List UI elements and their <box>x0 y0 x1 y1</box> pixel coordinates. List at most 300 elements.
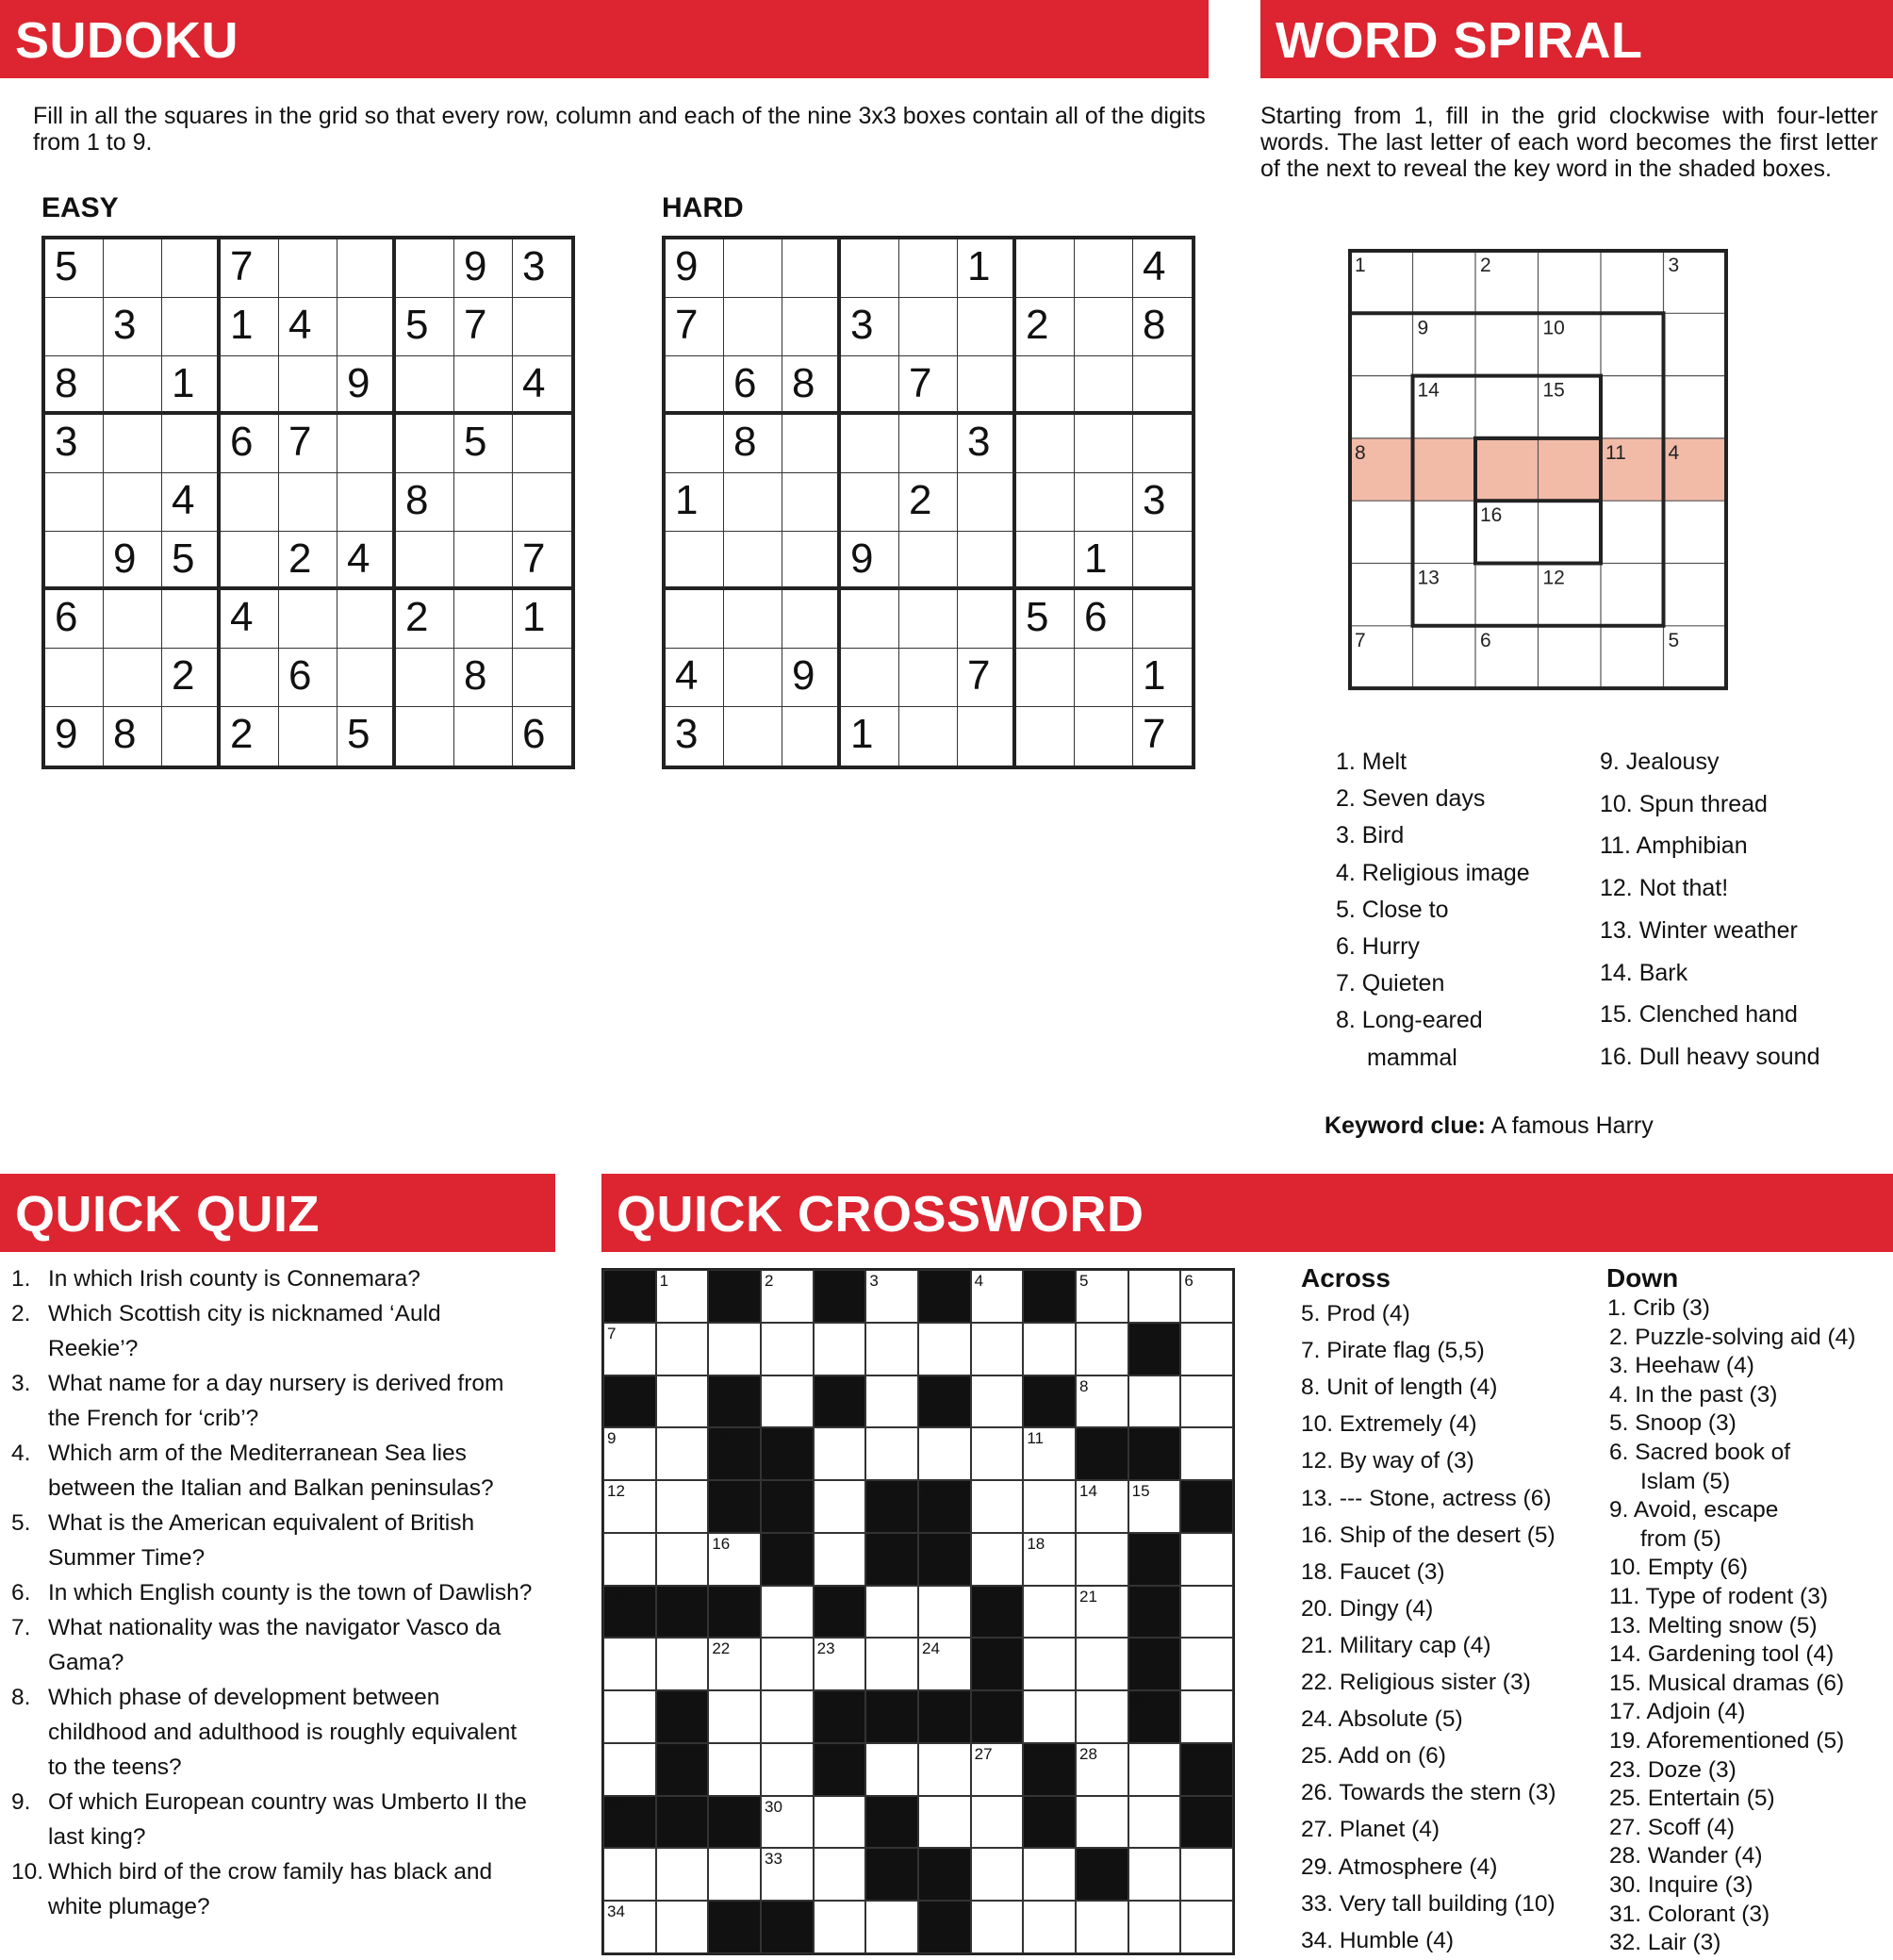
spiral-clue: 13. Winter weather <box>1600 916 1798 944</box>
sudoku-cell[interactable] <box>279 473 337 532</box>
sudoku-cell[interactable] <box>782 532 841 590</box>
sudoku-cell[interactable]: 9 <box>454 239 513 298</box>
sudoku-cell[interactable] <box>1075 239 1133 298</box>
sudoku-cell[interactable] <box>337 473 396 532</box>
crossword-square[interactable] <box>761 1743 814 1796</box>
crossword-black-square <box>1023 1796 1076 1849</box>
crossword-square[interactable] <box>603 1480 656 1533</box>
crossword-square[interactable] <box>656 1901 709 1953</box>
across-clue: 18. Faucet (3) <box>1301 1558 1445 1585</box>
crossword-square[interactable] <box>918 1638 971 1690</box>
crossword-square[interactable] <box>656 1533 709 1586</box>
sudoku-cell[interactable]: 3 <box>841 298 899 356</box>
sudoku-cell[interactable] <box>724 532 782 590</box>
across-clue: 10. Extremely (4) <box>1301 1411 1477 1438</box>
crossword-square[interactable] <box>708 1533 761 1586</box>
sudoku-cell[interactable] <box>396 356 454 415</box>
crossword-square[interactable] <box>918 1323 971 1375</box>
sudoku-cell[interactable] <box>1016 473 1075 532</box>
sudoku-cell[interactable] <box>104 239 162 298</box>
sudoku-cell[interactable] <box>337 239 396 298</box>
sudoku-cell[interactable] <box>958 298 1016 356</box>
sudoku-cell[interactable] <box>1016 707 1075 766</box>
sudoku-cell[interactable] <box>1016 532 1075 590</box>
crossword-black-square <box>1128 1427 1181 1480</box>
crossword-square[interactable] <box>865 1270 918 1323</box>
crossword-square[interactable] <box>761 1848 814 1901</box>
crossword-square[interactable] <box>603 1427 656 1480</box>
sudoku-cell[interactable]: 4 <box>513 356 571 415</box>
sudoku-cell[interactable]: 2 <box>162 649 221 707</box>
sudoku-cell[interactable] <box>337 415 396 473</box>
sudoku-cell[interactable]: 9 <box>337 356 396 415</box>
sudoku-cell[interactable]: 3 <box>666 707 724 766</box>
sudoku-cell[interactable] <box>104 356 162 415</box>
crossword-black-square <box>1128 1586 1181 1639</box>
sudoku-cell[interactable] <box>454 356 513 415</box>
crossword-square[interactable] <box>1023 1638 1076 1690</box>
crossword-square[interactable] <box>1076 1901 1128 1953</box>
sudoku-cell[interactable] <box>221 356 279 415</box>
sudoku-cell[interactable] <box>782 473 841 532</box>
crossword-square[interactable] <box>971 1796 1024 1849</box>
keyword-clue-text: A famous Harry <box>1490 1112 1654 1139</box>
sudoku-cell[interactable]: 9 <box>782 649 841 707</box>
sudoku-cell[interactable]: 6 <box>221 415 279 473</box>
spiral-number: 14 <box>1417 379 1440 402</box>
sudoku-cell[interactable]: 7 <box>1143 711 1166 757</box>
sudoku-cell[interactable] <box>513 298 571 356</box>
crossword-square[interactable] <box>1076 1323 1128 1375</box>
crossword-square[interactable] <box>761 1323 814 1375</box>
crossword-square[interactable] <box>971 1901 1024 1953</box>
sudoku-cell[interactable] <box>958 590 1016 649</box>
sudoku-cell[interactable] <box>337 649 396 707</box>
sudoku-cell[interactable] <box>1133 590 1192 649</box>
spiral-number: 9 <box>1417 317 1429 339</box>
crossword-square[interactable] <box>1128 1901 1181 1953</box>
crossword-square[interactable] <box>656 1427 709 1480</box>
crossword-square[interactable] <box>708 1690 761 1743</box>
sudoku-cell[interactable]: 7 <box>666 298 724 356</box>
crossword-black-square <box>814 1690 866 1743</box>
crossword-number: 24 <box>922 1639 940 1658</box>
crossword-square[interactable] <box>1180 1586 1233 1639</box>
spiral-number: 7 <box>1355 629 1366 651</box>
crossword-square[interactable] <box>603 1690 656 1743</box>
crossword-square[interactable] <box>1076 1796 1128 1849</box>
crossword-square[interactable] <box>1128 1270 1181 1323</box>
crossword-square[interactable] <box>1076 1270 1128 1323</box>
sudoku-cell[interactable]: 6 <box>45 590 104 649</box>
sudoku-cell[interactable] <box>396 532 454 590</box>
sudoku-cell[interactable] <box>396 649 454 707</box>
sudoku-cell[interactable]: 6 <box>522 711 546 757</box>
crossword-square[interactable] <box>865 1323 918 1375</box>
sudoku-cell[interactable] <box>1075 473 1133 532</box>
sudoku-cell[interactable]: 1 <box>958 239 1016 298</box>
sudoku-cell[interactable] <box>899 590 958 649</box>
crossword-square[interactable] <box>1076 1690 1128 1743</box>
crossword-square[interactable] <box>656 1323 709 1375</box>
down-clue: 15. Musical dramas (6) <box>1609 1670 1845 1696</box>
sudoku-cell[interactable]: 2 <box>396 590 454 649</box>
crossword-square[interactable] <box>918 1427 971 1480</box>
crossword-square[interactable] <box>865 1638 918 1690</box>
sudoku-cell[interactable] <box>162 415 221 473</box>
crossword-square[interactable] <box>814 1848 866 1901</box>
crossword-square[interactable] <box>708 1743 761 1796</box>
sudoku-cell[interactable]: 3 <box>513 239 571 298</box>
sudoku-cell[interactable] <box>396 415 454 473</box>
sudoku-cell[interactable] <box>1016 356 1075 415</box>
sudoku-cell[interactable] <box>1133 532 1192 590</box>
crossword-square[interactable] <box>708 1848 761 1901</box>
crossword-square[interactable] <box>971 1533 1024 1586</box>
quiz-question-text: What name for a day nursery is derived from <box>48 1371 504 1396</box>
crossword-square[interactable] <box>761 1375 814 1428</box>
crossword-square[interactable] <box>971 1480 1024 1533</box>
sudoku-cell[interactable] <box>337 298 396 356</box>
crossword-number: 25 <box>659 1692 678 1711</box>
sudoku-cell[interactable]: 2 <box>279 532 337 590</box>
sudoku-cell[interactable]: 8 <box>454 649 513 707</box>
sudoku-cell[interactable]: 2 <box>1016 298 1075 356</box>
sudoku-cell[interactable] <box>666 532 724 590</box>
sudoku-cell[interactable] <box>162 298 221 356</box>
crossword-square[interactable] <box>918 1796 971 1849</box>
sudoku-cell[interactable]: 7 <box>279 415 337 473</box>
crossword-square[interactable] <box>656 1270 709 1323</box>
crossword-square[interactable] <box>1023 1323 1076 1375</box>
sudoku-cell[interactable] <box>45 649 104 707</box>
sudoku-cell[interactable] <box>958 707 1016 766</box>
sudoku-cell[interactable]: 5 <box>454 415 513 473</box>
crossword-square[interactable] <box>971 1375 1024 1428</box>
sudoku-cell[interactable]: 9 <box>841 532 899 590</box>
sudoku-cell[interactable]: 4 <box>162 473 221 532</box>
crossword-square[interactable] <box>971 1427 1024 1480</box>
sudoku-cell[interactable]: 7 <box>899 356 958 415</box>
sudoku-cell[interactable] <box>724 649 782 707</box>
sudoku-cell[interactable] <box>666 415 724 473</box>
crossword-square[interactable] <box>971 1848 1024 1901</box>
sudoku-cell[interactable]: 4 <box>221 590 279 649</box>
crossword-square[interactable] <box>865 1586 918 1639</box>
crossword-square[interactable] <box>1180 1533 1233 1586</box>
crossword-number: 11 <box>1027 1429 1044 1448</box>
sudoku-cell[interactable] <box>958 532 1016 590</box>
sudoku-cell[interactable]: 3 <box>1133 473 1192 532</box>
sudoku-cell[interactable]: 5 <box>337 707 396 766</box>
sudoku-cell[interactable] <box>162 590 221 649</box>
crossword-square[interactable] <box>656 1848 709 1901</box>
sudoku-cell[interactable] <box>396 707 454 766</box>
sudoku-cell[interactable] <box>782 707 841 766</box>
crossword-square[interactable] <box>1180 1901 1233 1953</box>
crossword-square[interactable] <box>603 1901 656 1953</box>
crossword-black-square <box>918 1848 971 1901</box>
sudoku-cell[interactable] <box>162 707 221 766</box>
sudoku-cell[interactable]: 9 <box>45 707 104 766</box>
crossword-square[interactable] <box>603 1848 656 1901</box>
crossword-square[interactable] <box>971 1270 1024 1323</box>
sudoku-cell[interactable] <box>958 356 1016 415</box>
sudoku-cell[interactable] <box>279 590 337 649</box>
sudoku-cell[interactable] <box>958 473 1016 532</box>
sudoku-cell[interactable] <box>724 590 782 649</box>
sudoku-cell[interactable] <box>782 239 841 298</box>
crossword-square[interactable] <box>814 1427 866 1480</box>
sudoku-cell[interactable] <box>454 707 513 766</box>
sudoku-cell[interactable]: 8 <box>104 707 162 766</box>
crossword-square[interactable] <box>603 1533 656 1586</box>
sudoku-cell[interactable] <box>162 239 221 298</box>
sudoku-cell[interactable] <box>841 239 899 298</box>
sudoku-cell[interactable] <box>221 473 279 532</box>
crossword-square[interactable] <box>865 1375 918 1428</box>
crossword-square[interactable] <box>1023 1586 1076 1639</box>
sudoku-cell[interactable] <box>513 649 571 707</box>
crossword-square[interactable] <box>1076 1533 1128 1586</box>
sudoku-cell[interactable]: 7 <box>454 298 513 356</box>
crossword-square[interactable] <box>1180 1638 1233 1690</box>
sudoku-cell[interactable] <box>899 298 958 356</box>
sudoku-cell[interactable] <box>1133 356 1192 415</box>
crossword-square[interactable] <box>656 1480 709 1533</box>
crossword-square[interactable] <box>1128 1375 1181 1428</box>
sudoku-cell[interactable] <box>454 590 513 649</box>
crossword-square[interactable] <box>918 1586 971 1639</box>
sudoku-cell[interactable]: 1 <box>162 356 221 415</box>
sudoku-cell[interactable]: 9 <box>104 532 162 590</box>
sudoku-cell[interactable]: 1 <box>1133 649 1192 707</box>
crossword-square[interactable] <box>1180 1690 1233 1743</box>
crossword-square[interactable] <box>708 1638 761 1690</box>
crossword-square[interactable] <box>1023 1901 1076 1953</box>
sudoku-cell[interactable]: 1 <box>666 473 724 532</box>
crossword-square[interactable] <box>814 1533 866 1586</box>
sudoku-cell[interactable] <box>454 532 513 590</box>
sudoku-cell[interactable] <box>1075 415 1133 473</box>
sudoku-cell[interactable] <box>337 590 396 649</box>
crossword-square[interactable] <box>603 1323 656 1375</box>
crossword-square[interactable] <box>918 1743 971 1796</box>
crossword-square[interactable] <box>1180 1427 1233 1480</box>
sudoku-cell[interactable] <box>782 415 841 473</box>
crossword-square[interactable] <box>1180 1375 1233 1428</box>
crossword-square[interactable] <box>1023 1480 1076 1533</box>
sudoku-cell[interactable] <box>1075 356 1133 415</box>
crossword-square[interactable] <box>1128 1796 1181 1849</box>
crossword-number: 27 <box>974 1744 993 1763</box>
sudoku-cell[interactable] <box>104 415 162 473</box>
sudoku-cell[interactable] <box>279 239 337 298</box>
sudoku-cell[interactable] <box>724 239 782 298</box>
sudoku-cell[interactable] <box>104 473 162 532</box>
sudoku-cell[interactable]: 6 <box>279 649 337 707</box>
sudoku-cell[interactable] <box>1075 298 1133 356</box>
sudoku-cell[interactable] <box>1075 707 1133 766</box>
crossword-square[interactable] <box>865 1901 918 1953</box>
sudoku-cell[interactable]: 5 <box>1016 590 1075 649</box>
spiral-clue: mammal <box>1367 1044 1457 1071</box>
sudoku-cell[interactable] <box>45 532 104 590</box>
sudoku-cell[interactable]: 4 <box>337 532 396 590</box>
sudoku-cell[interactable] <box>1133 415 1192 473</box>
sudoku-cell[interactable]: 5 <box>45 239 104 298</box>
crossword-black-square <box>865 1796 918 1849</box>
sudoku-cell[interactable] <box>782 298 841 356</box>
sudoku-cell[interactable] <box>724 707 782 766</box>
crossword-black-square <box>814 1586 866 1639</box>
crossword-square[interactable] <box>971 1743 1024 1796</box>
sudoku-cell[interactable] <box>221 532 279 590</box>
sudoku-cell[interactable] <box>454 473 513 532</box>
crossword-square[interactable] <box>1023 1533 1076 1586</box>
sudoku-cell[interactable] <box>841 356 899 415</box>
sudoku-cell[interactable] <box>45 473 104 532</box>
across-clue: 26. Towards the stern (3) <box>1301 1780 1556 1806</box>
crossword-square[interactable] <box>761 1586 814 1639</box>
word-spiral-grid <box>1348 249 1801 701</box>
crossword-black-square <box>603 1586 656 1639</box>
sudoku-cell[interactable]: 9 <box>666 239 724 298</box>
crossword-square[interactable] <box>1023 1427 1076 1480</box>
sudoku-cell[interactable] <box>1016 239 1075 298</box>
across-clue: 29. Atmosphere (4) <box>1301 1853 1498 1880</box>
keyword-clue <box>1325 1112 1654 1139</box>
sudoku-cell[interactable] <box>1016 649 1075 707</box>
crossword-number: 21 <box>1079 1587 1097 1606</box>
crossword-square[interactable] <box>761 1796 814 1849</box>
sudoku-cell[interactable]: 2 <box>899 473 958 532</box>
crossword-square[interactable] <box>603 1638 656 1690</box>
sudoku-cell[interactable] <box>513 415 571 473</box>
sudoku-cell[interactable] <box>841 415 899 473</box>
crossword-number: 4 <box>974 1272 984 1290</box>
sudoku-cell[interactable]: 2 <box>221 707 279 766</box>
crossword-square[interactable] <box>603 1743 656 1796</box>
sudoku-cell[interactable] <box>899 707 958 766</box>
down-clue: 6. Sacred book of <box>1609 1440 1791 1465</box>
crossword-square[interactable] <box>1076 1480 1128 1533</box>
sudoku-cell[interactable] <box>279 707 337 766</box>
crossword-square[interactable] <box>1128 1743 1181 1796</box>
crossword-square[interactable] <box>1076 1743 1128 1796</box>
sudoku-cell[interactable] <box>899 532 958 590</box>
crossword-square[interactable] <box>761 1638 814 1690</box>
sudoku-cell[interactable] <box>724 298 782 356</box>
quiz-question-number: 3. <box>11 1371 31 1396</box>
sudoku-cell[interactable]: 7 <box>513 532 571 590</box>
spiral-clue: 9. Jealousy <box>1600 749 1720 775</box>
sudoku-cell[interactable]: 3 <box>958 415 1016 473</box>
crossword-square[interactable] <box>708 1323 761 1375</box>
sudoku-cell[interactable]: 1 <box>513 590 571 649</box>
sudoku-cell[interactable]: 3 <box>45 415 104 473</box>
sudoku-cell[interactable]: 8 <box>724 415 782 473</box>
quiz-question-number: 9. <box>11 1789 31 1815</box>
sudoku-cell[interactable] <box>841 473 899 532</box>
crossword-square[interactable] <box>814 1901 866 1953</box>
crossword-square[interactable] <box>865 1743 918 1796</box>
crossword-square[interactable] <box>971 1323 1024 1375</box>
sudoku-cell[interactable]: 1 <box>1075 532 1133 590</box>
sudoku-cell[interactable]: 5 <box>162 532 221 590</box>
sudoku-cell[interactable]: 1 <box>841 707 899 766</box>
sudoku-cell[interactable] <box>666 590 724 649</box>
spiral-clue: 7. Quieten <box>1336 970 1445 997</box>
crossword-square[interactable] <box>761 1690 814 1743</box>
crossword-square[interactable] <box>1076 1638 1128 1690</box>
sudoku-cell[interactable]: 5 <box>396 298 454 356</box>
sudoku-cell[interactable] <box>666 356 724 415</box>
crossword-square[interactable] <box>1180 1323 1233 1375</box>
sudoku-cell[interactable] <box>724 473 782 532</box>
sudoku-cell[interactable] <box>1016 415 1075 473</box>
crossword-square[interactable] <box>1023 1848 1076 1901</box>
sudoku-cell[interactable] <box>279 356 337 415</box>
sudoku-cell[interactable] <box>104 590 162 649</box>
sudoku-cell[interactable]: 8 <box>782 356 841 415</box>
crossword-number: 22 <box>712 1639 731 1658</box>
sudoku-cell[interactable]: 7 <box>221 239 279 298</box>
sudoku-cell[interactable] <box>104 649 162 707</box>
sudoku-cell[interactable] <box>513 473 571 532</box>
sudoku-cell[interactable]: 4 <box>279 298 337 356</box>
sudoku-cell[interactable] <box>45 298 104 356</box>
crossword-square[interactable] <box>1023 1690 1076 1743</box>
sudoku-cell[interactable] <box>899 415 958 473</box>
sudoku-cell[interactable]: 4 <box>666 649 724 707</box>
sudoku-cell[interactable]: 6 <box>724 356 782 415</box>
sudoku-cell[interactable]: 7 <box>958 649 1016 707</box>
sudoku-cell[interactable]: 6 <box>1075 590 1133 649</box>
sudoku-cell[interactable] <box>899 239 958 298</box>
sudoku-cell[interactable]: 8 <box>396 473 454 532</box>
across-clue: 13. --- Stone, actress (6) <box>1301 1485 1552 1511</box>
crossword-square[interactable] <box>761 1270 814 1323</box>
crossword-square[interactable] <box>814 1796 866 1849</box>
crossword-square[interactable] <box>1180 1270 1233 1323</box>
sudoku-cell[interactable] <box>1075 649 1133 707</box>
sudoku-cell[interactable]: 8 <box>1133 298 1192 356</box>
sudoku-cell[interactable] <box>841 590 899 649</box>
sudoku-cell[interactable]: 1 <box>221 298 279 356</box>
crossword-square[interactable] <box>865 1427 918 1480</box>
spiral-number: 11 <box>1605 441 1626 464</box>
sudoku-cell[interactable] <box>221 649 279 707</box>
crossword-square[interactable] <box>656 1375 709 1428</box>
crossword-square[interactable] <box>814 1638 866 1690</box>
sudoku-cell[interactable] <box>782 590 841 649</box>
crossword-square[interactable] <box>814 1480 866 1533</box>
crossword-square[interactable] <box>1076 1586 1128 1639</box>
crossword-square[interactable] <box>656 1638 709 1690</box>
sudoku-cell[interactable]: 3 <box>104 298 162 356</box>
sudoku-cell[interactable] <box>899 649 958 707</box>
sudoku-cell[interactable]: 8 <box>45 356 104 415</box>
crossword-square[interactable] <box>1128 1848 1181 1901</box>
crossword-square[interactable] <box>1128 1480 1181 1533</box>
sudoku-cell[interactable]: 4 <box>1133 239 1192 298</box>
crossword-square[interactable] <box>1180 1848 1233 1901</box>
crossword-square[interactable] <box>1076 1375 1128 1428</box>
sudoku-cell[interactable] <box>396 239 454 298</box>
crossword-square[interactable] <box>814 1323 866 1375</box>
sudoku-cell[interactable] <box>841 649 899 707</box>
